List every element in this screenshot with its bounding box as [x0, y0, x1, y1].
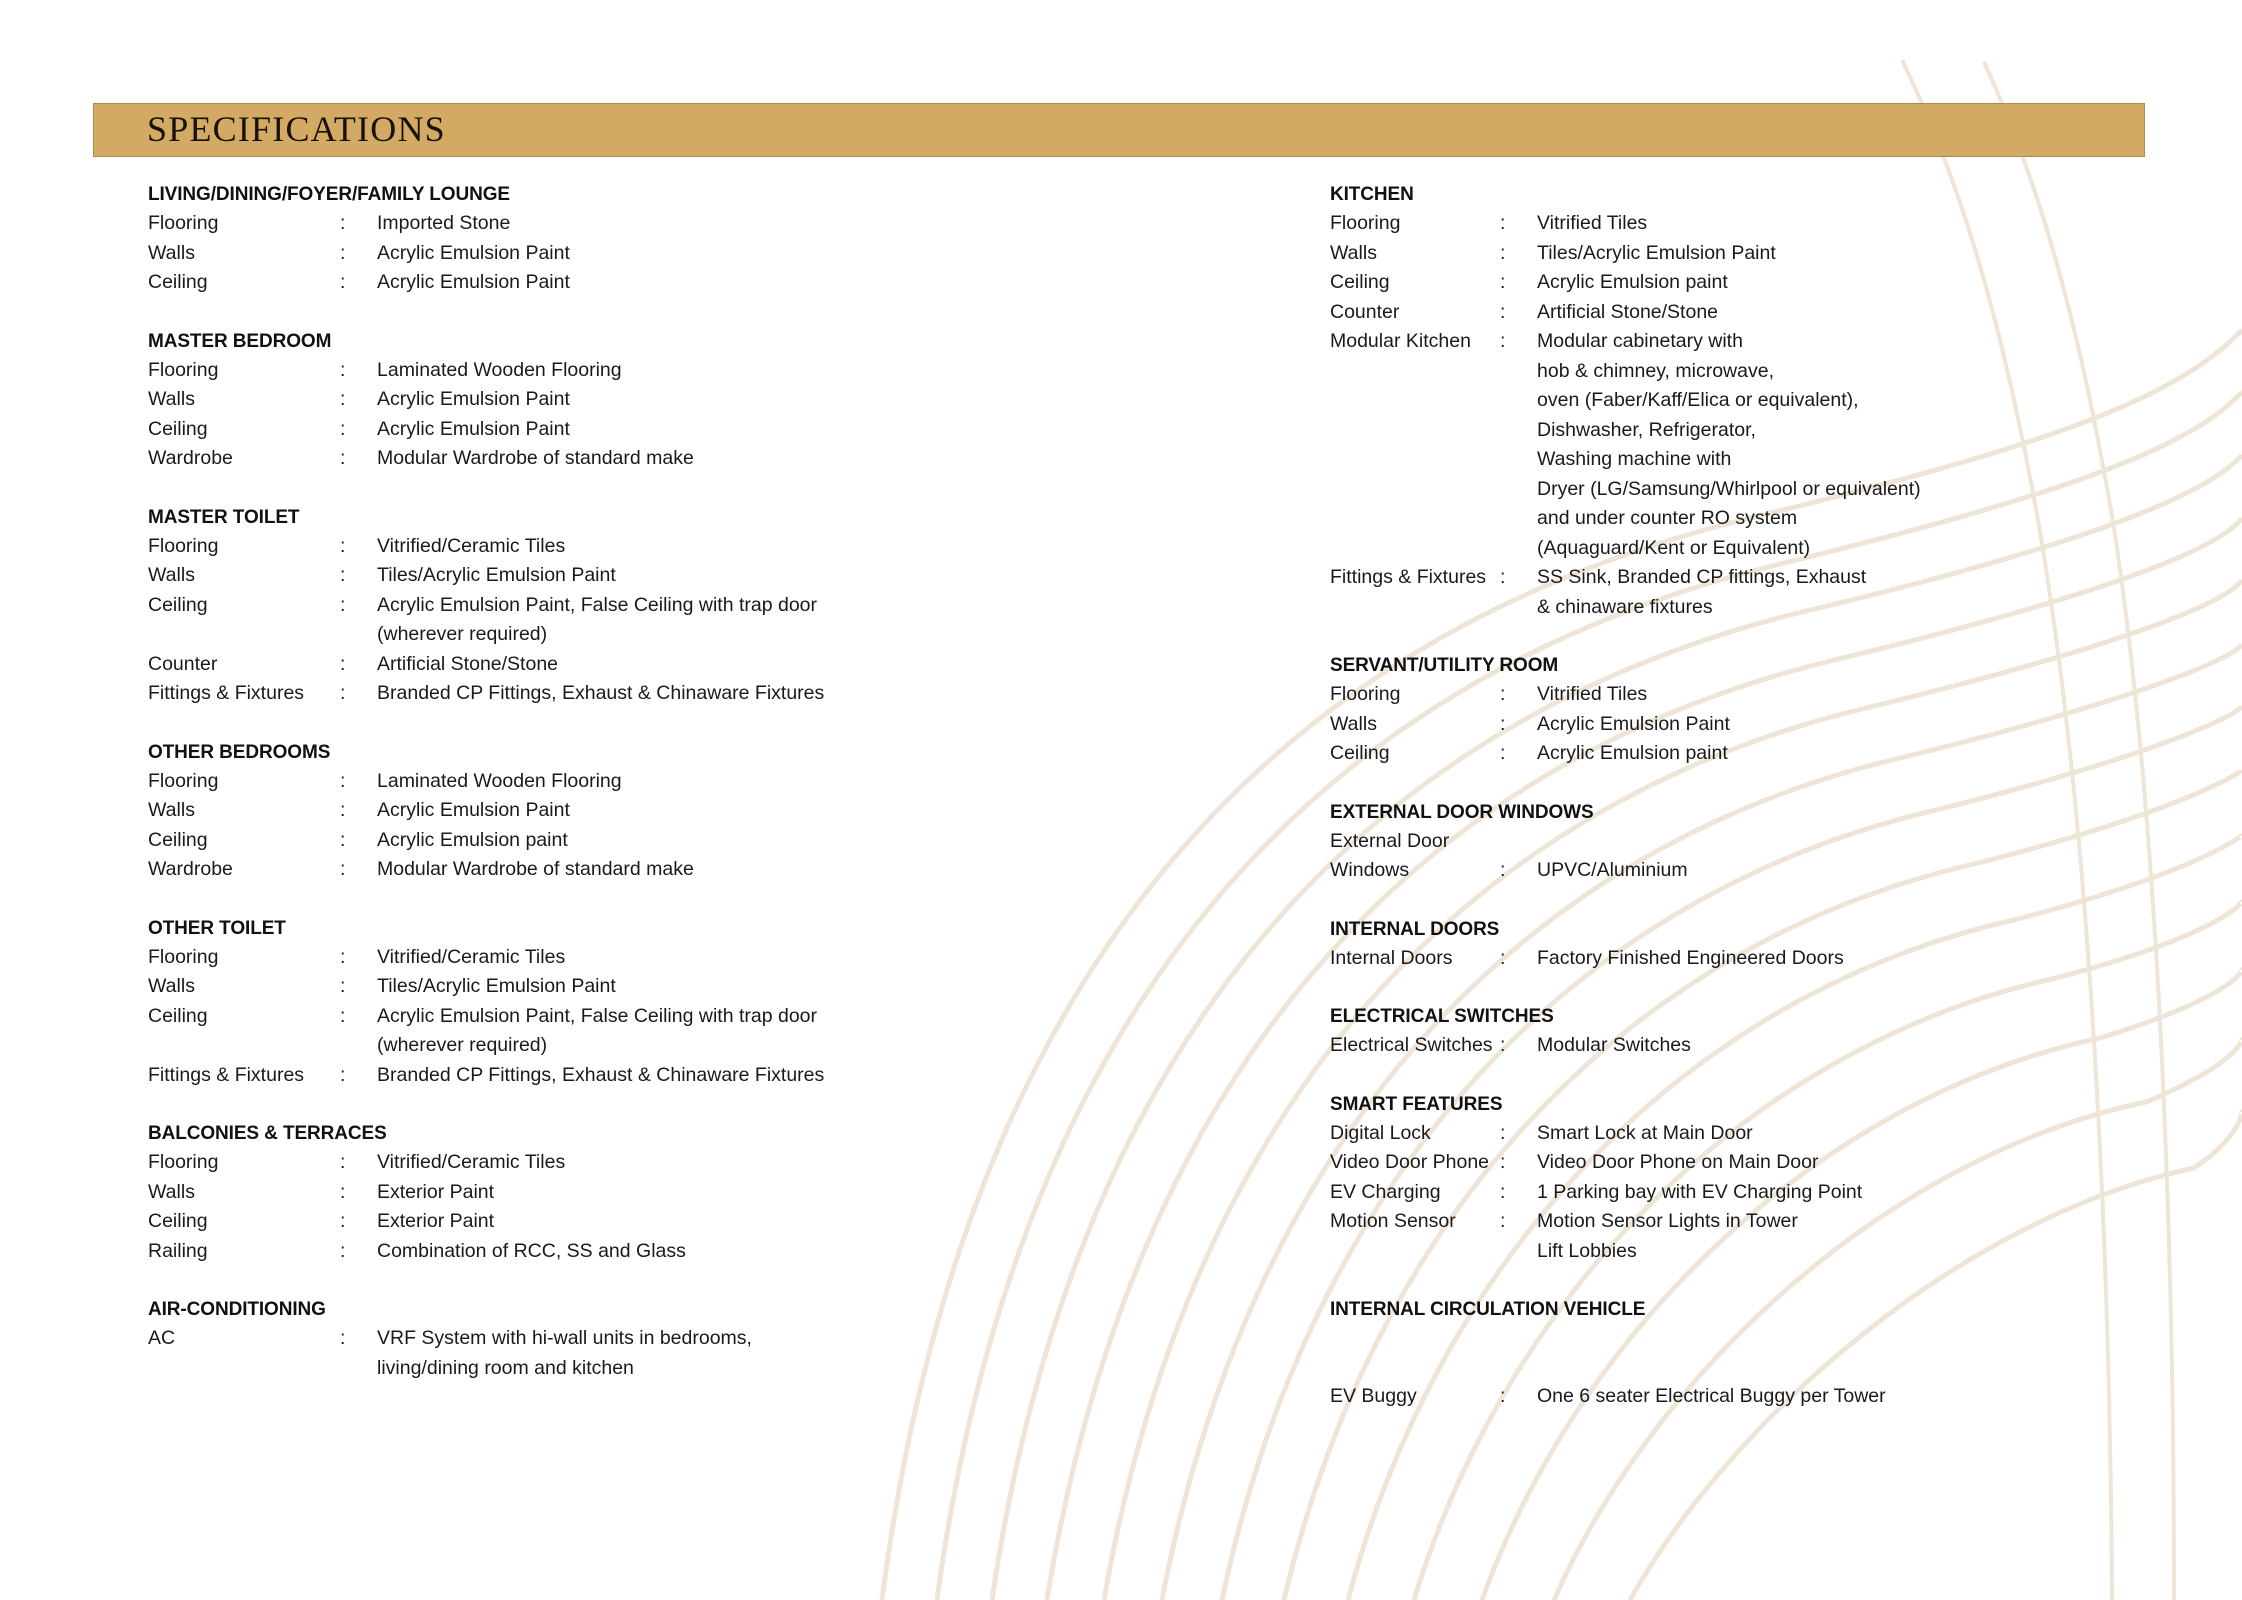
spec-colon: : [1500, 241, 1506, 264]
spec-value: Vitrified/Ceramic Tiles [377, 945, 566, 968]
spec-label: Ceiling [148, 271, 208, 293]
spec-row [148, 591, 1268, 621]
spec-value: Tiles/Acrylic Emulsion Paint [377, 975, 616, 997]
spec-row [1330, 593, 2150, 623]
spec-row [1330, 1031, 2150, 1061]
spec-colon: : [340, 975, 346, 997]
spec-colon: : [1500, 330, 1506, 352]
spec-value: Acrylic Emulsion Paint [377, 417, 570, 440]
left-column [148, 180, 1268, 1383]
spec-section [1330, 1002, 2150, 1061]
spec-row [148, 1061, 1268, 1091]
spec-value: Smart Lock at Main Door [1537, 1121, 1753, 1144]
spec-label: Motion Sensor [1330, 1210, 1456, 1232]
spec-value: Vitrified Tiles [1537, 212, 1648, 234]
spec-value: (wherever required) [377, 1034, 548, 1056]
spec-row [1330, 1148, 2150, 1178]
spec-colon: : [340, 1063, 346, 1086]
spec-value: Acrylic Emulsion Paint [1537, 712, 1730, 735]
spec-colon: : [340, 1180, 346, 1203]
spec-colon: : [340, 858, 346, 880]
spec-row [148, 239, 1268, 269]
spec-value: Branded CP Fittings, Exhaust & Chinaware Fixtures [377, 1063, 825, 1086]
spec-colon: : [1500, 1385, 1506, 1407]
spec-colon: : [340, 1151, 346, 1173]
spec-value: Acrylic Emulsion paint [377, 828, 568, 851]
spec-colon: : [1500, 300, 1506, 323]
spec-row [148, 1148, 1268, 1178]
spec-label: Counter [148, 652, 218, 675]
spec-value: UPVC/Aluminium [1537, 859, 1688, 881]
section-gap [1330, 973, 2150, 1002]
spec-label: Flooring [148, 945, 219, 968]
spec-row [1330, 534, 2150, 564]
spec-colon: : [1500, 1180, 1506, 1203]
spec-row [1330, 357, 2150, 387]
spec-value: Modular Switches [1537, 1034, 1691, 1056]
spec-label: Flooring [148, 769, 219, 792]
spec-label: Modular Kitchen [1330, 330, 1471, 352]
spec-colon: : [1500, 683, 1506, 705]
spec-value: Imported Stone [377, 212, 511, 234]
spec-colon: : [1500, 712, 1506, 735]
spec-label: Flooring [1330, 212, 1401, 234]
specifications-banner [93, 103, 2145, 157]
spec-row [148, 972, 1268, 1002]
spec-label: Walls [148, 799, 195, 821]
spec-row [148, 268, 1268, 298]
spec-value: oven (Faber/Kaff/Elica or equivalent), [1537, 389, 1859, 411]
spec-value: Artificial Stone/Stone [1537, 300, 1719, 323]
section-gap [1330, 622, 2150, 651]
spec-colon: : [1500, 212, 1506, 234]
spec-value: Acrylic Emulsion Paint [377, 388, 570, 410]
spec-label: Flooring [1330, 683, 1401, 705]
section-title: SERVANT/UTILITY ROOM [1330, 655, 1559, 676]
spec-value: Acrylic Emulsion Paint [377, 241, 570, 264]
section-gap [1330, 1061, 2150, 1090]
spec-section [1330, 651, 2150, 769]
spec-colon: : [1500, 271, 1506, 293]
section-title: OTHER BEDROOMS [148, 741, 331, 763]
page-title: SPECIFICATIONS [147, 109, 446, 150]
spec-colon: : [1500, 742, 1506, 764]
spec-colon: : [340, 241, 346, 264]
spec-row [148, 796, 1268, 826]
section-title: INTERNAL DOORS [1330, 918, 1500, 940]
spec-value: Modular Wardrobe of standard make [377, 447, 694, 469]
spec-colon: : [340, 388, 346, 410]
spec-colon: : [340, 682, 346, 704]
spec-section [1330, 1295, 2150, 1412]
spec-label: Flooring [148, 534, 219, 557]
spec-colon: : [1500, 1210, 1506, 1232]
spec-row [1330, 504, 2150, 534]
spec-section [1330, 798, 2150, 886]
section-title: MASTER TOILET [148, 506, 300, 528]
spec-label: Walls [1330, 241, 1377, 264]
section-title: MASTER BEDROOM [148, 330, 332, 352]
spec-value: Dryer (LG/Samsung/Whirlpool or equivalent) [1537, 477, 1921, 500]
spec-row [148, 767, 1268, 797]
spec-value: living/dining room and kitchen [377, 1356, 634, 1379]
spec-label: Flooring [148, 358, 219, 381]
spec-row [148, 532, 1268, 562]
spec-value: Motion Sensor Lights in Tower [1537, 1210, 1798, 1232]
spec-value: Video Door Phone on Main Door [1537, 1151, 1819, 1173]
spec-value: Washing machine with [1537, 448, 1732, 470]
spec-row [1330, 416, 2150, 446]
spec-row [1330, 739, 2150, 769]
spec-colon: : [1500, 946, 1506, 969]
spec-value: Tiles/Acrylic Emulsion Paint [1537, 241, 1776, 264]
section-gap [148, 298, 1268, 327]
spec-row [148, 561, 1268, 591]
spec-label: Ceiling [1330, 271, 1390, 293]
spec-value: (Aquaguard/Kent or Equivalent) [1537, 536, 1811, 559]
spec-value: Laminated Wooden Flooring [377, 358, 622, 381]
spec-row [1330, 827, 2150, 857]
spec-section [1330, 1090, 2150, 1267]
spec-label: Counter [1330, 300, 1400, 323]
spec-row [148, 1324, 1268, 1354]
spec-value: VRF System with hi-wall units in bedrooms, [377, 1327, 752, 1349]
spec-row [148, 650, 1268, 680]
section-gap [148, 1090, 1268, 1119]
spec-row [1330, 1382, 2150, 1412]
spec-value: Modular cabinetary with [1537, 330, 1743, 352]
spec-value: Vitrified/Ceramic Tiles [377, 1151, 566, 1173]
spec-colon: : [1500, 1151, 1506, 1173]
spec-colon: : [1500, 1034, 1506, 1056]
spec-value: Tiles/Acrylic Emulsion Paint [377, 564, 616, 586]
spec-label: Video Door Phone [1330, 1151, 1490, 1173]
right-column [1330, 180, 2150, 1412]
section-title: AIR-CONDITIONING [148, 1299, 326, 1320]
spec-value: Exterior Paint [377, 1210, 495, 1232]
section-gap [148, 474, 1268, 503]
spec-colon: : [340, 652, 346, 675]
spec-row [148, 356, 1268, 386]
section-title: OTHER TOILET [148, 917, 286, 939]
spec-row [1330, 944, 2150, 974]
spec-section [148, 327, 1268, 474]
spec-label: Walls [148, 564, 195, 586]
spec-label: Fittings & Fixtures [1330, 566, 1487, 588]
spec-row [148, 1031, 1268, 1061]
spec-row [148, 1178, 1268, 1208]
spec-row [148, 385, 1268, 415]
spec-label: Walls [148, 241, 195, 264]
spec-row [1330, 475, 2150, 505]
spec-value: Exterior Paint [377, 1180, 495, 1203]
spec-section [148, 1119, 1268, 1266]
spec-label: Internal Doors [1330, 946, 1453, 969]
section-title: SMART FEATURES [1330, 1093, 1503, 1115]
spec-colon: : [340, 1327, 346, 1349]
spec-row [1330, 239, 2150, 269]
spec-row [148, 415, 1268, 445]
spec-value: and under counter RO system [1537, 507, 1798, 529]
spec-colon: : [340, 593, 346, 616]
section-title: EXTERNAL DOOR WINDOWS [1330, 801, 1594, 823]
spec-section [1330, 915, 2150, 974]
spec-label: Fittings & Fixtures [148, 682, 305, 704]
spec-row [1330, 680, 2150, 710]
section-title: BALCONIES & TERRACES [148, 1123, 387, 1144]
section-spacer [1330, 1324, 2150, 1382]
spec-row [1330, 386, 2150, 416]
section-gap [148, 885, 1268, 914]
spec-section [148, 738, 1268, 885]
spec-colon: : [340, 828, 346, 851]
spec-label: Wardrobe [148, 858, 233, 880]
spec-colon: : [340, 271, 346, 293]
spec-row [148, 620, 1268, 650]
spec-row [1330, 1178, 2150, 1208]
spec-colon: : [1500, 859, 1506, 881]
spec-row [1330, 563, 2150, 593]
spec-row [148, 826, 1268, 856]
spec-value: Acrylic Emulsion paint [1537, 742, 1728, 764]
spec-section [1330, 180, 2150, 622]
section-title: INTERNAL CIRCULATION VEHICLE [1330, 1299, 1646, 1320]
spec-row [1330, 445, 2150, 475]
spec-value: Combination of RCC, SS and Glass [377, 1239, 686, 1262]
spec-value: Modular Wardrobe of standard make [377, 858, 694, 880]
spec-row [1330, 327, 2150, 357]
spec-colon: : [340, 564, 346, 586]
spec-colon: : [1500, 566, 1506, 588]
spec-value: Branded CP Fittings, Exhaust & Chinaware Fixtures [377, 682, 825, 704]
spec-colon: : [340, 447, 346, 469]
spec-section [148, 914, 1268, 1091]
spec-colon: : [340, 534, 346, 557]
spec-value: & chinaware fixtures [1537, 595, 1713, 618]
spec-value: Dishwasher, Refrigerator, [1537, 418, 1756, 441]
spec-value: Acrylic Emulsion paint [1537, 271, 1728, 293]
spec-value: Lift Lobbies [1537, 1239, 1637, 1262]
spec-value: Vitrified Tiles [1537, 683, 1648, 705]
spec-colon: : [340, 358, 346, 381]
spec-label: Ceiling [148, 828, 208, 851]
spec-value: Factory Finished Engineered Doors [1537, 946, 1844, 969]
spec-value: Acrylic Emulsion Paint, False Ceiling with trap door [377, 1004, 818, 1027]
spec-row [1330, 1119, 2150, 1149]
spec-section [148, 180, 1268, 298]
spec-label: Ceiling [148, 417, 208, 440]
spec-value: hob & chimney, microwave, [1537, 359, 1774, 382]
spec-colon: : [340, 1004, 346, 1027]
section-title: KITCHEN [1330, 184, 1414, 205]
spec-value: 1 Parking bay with EV Charging Point [1537, 1180, 1863, 1203]
section-gap [1330, 1266, 2150, 1295]
spec-colon: : [340, 1239, 346, 1262]
spec-row [1330, 1237, 2150, 1267]
spec-label: Ceiling [1330, 742, 1390, 764]
spec-row [148, 855, 1268, 885]
spec-row [1330, 856, 2150, 886]
spec-label: Flooring [148, 1151, 219, 1173]
spec-label: Railing [148, 1239, 208, 1262]
spec-label: Wardrobe [148, 447, 233, 469]
section-gap [148, 709, 1268, 738]
spec-row [1330, 268, 2150, 298]
spec-label: Digital Lock [1330, 1121, 1431, 1144]
spec-label: Ceiling [148, 1210, 208, 1232]
spec-value: Artificial Stone/Stone [377, 652, 559, 675]
spec-row [148, 943, 1268, 973]
spec-label: EV Charging [1330, 1180, 1441, 1203]
spec-row [148, 1354, 1268, 1384]
spec-label: Walls [148, 1180, 195, 1203]
spec-value: Acrylic Emulsion Paint [377, 271, 570, 293]
spec-label: Walls [148, 388, 195, 410]
spec-row [148, 209, 1268, 239]
spec-row [1330, 298, 2150, 328]
section-gap [1330, 886, 2150, 915]
section-title: ELECTRICAL SWITCHES [1330, 1006, 1554, 1027]
spec-colon: : [340, 769, 346, 792]
spec-value: Laminated Wooden Flooring [377, 769, 622, 792]
spec-colon: : [340, 417, 346, 440]
section-gap [1330, 769, 2150, 798]
spec-label: Windows [1330, 859, 1410, 881]
spec-label: Walls [1330, 712, 1377, 735]
section-gap [148, 1266, 1268, 1295]
spec-row [1330, 209, 2150, 239]
spec-colon: : [340, 799, 346, 821]
spec-label: Electrical Switches [1330, 1034, 1493, 1056]
spec-value: Acrylic Emulsion Paint, False Ceiling with trap door [377, 593, 818, 616]
spec-label: Fittings & Fixtures [148, 1063, 305, 1086]
spec-label: Walls [148, 975, 195, 997]
spec-row [1330, 1207, 2150, 1237]
spec-row [1330, 710, 2150, 740]
spec-value: Acrylic Emulsion Paint [377, 799, 570, 821]
spec-colon: : [340, 945, 346, 968]
section-title: LIVING/DINING/FOYER/FAMILY LOUNGE [148, 184, 510, 205]
spec-value: SS Sink, Branded CP fittings, Exhaust [1537, 566, 1867, 588]
spec-row [148, 1002, 1268, 1032]
spec-value: (wherever required) [377, 623, 548, 645]
spec-row [148, 679, 1268, 709]
spec-label: Ceiling [148, 593, 208, 616]
spec-row [148, 444, 1268, 474]
spec-label: Flooring [148, 212, 219, 234]
spec-value: Vitrified/Ceramic Tiles [377, 534, 566, 557]
spec-value: One 6 seater Electrical Buggy per Tower [1537, 1385, 1886, 1407]
spec-colon: : [340, 212, 346, 234]
spec-label: External Door [1330, 829, 1450, 852]
spec-section [148, 1295, 1268, 1383]
spec-colon: : [1500, 1121, 1506, 1144]
spec-row [148, 1207, 1268, 1237]
spec-section [148, 503, 1268, 709]
spec-label: Ceiling [148, 1004, 208, 1027]
spec-row [148, 1237, 1268, 1267]
spec-label: EV Buggy [1330, 1385, 1417, 1407]
spec-colon: : [340, 1210, 346, 1232]
spec-label: AC [148, 1327, 176, 1349]
